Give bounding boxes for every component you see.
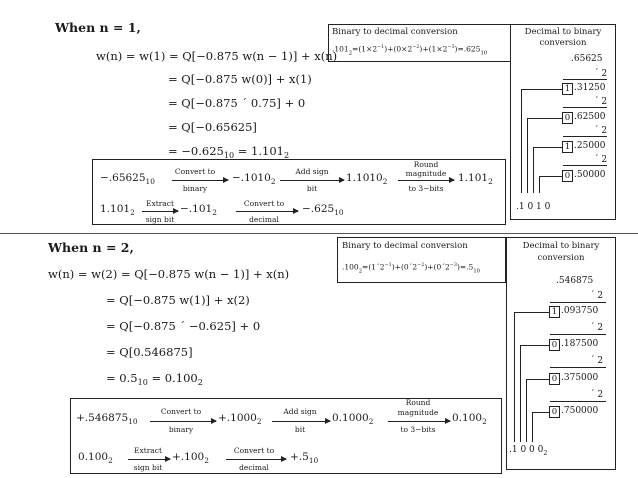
value: −.625 bbox=[302, 203, 335, 215]
flow-label: Add sign bbox=[283, 407, 317, 416]
binary-digit: 1 bbox=[549, 306, 560, 318]
result-decimal: = 0.5 bbox=[106, 371, 138, 385]
flow-label: bit bbox=[306, 184, 318, 193]
subscript: 2 bbox=[270, 177, 276, 186]
binary-digit: 0 bbox=[562, 112, 573, 124]
flow-value bbox=[302, 203, 344, 217]
box-title: Binary to decimal conversion bbox=[342, 241, 468, 251]
term: =(1´2 bbox=[362, 262, 385, 272]
flow-arrow bbox=[398, 180, 454, 181]
term: =(1×2 bbox=[352, 44, 378, 54]
flow-value bbox=[100, 203, 135, 217]
flow-value bbox=[180, 203, 217, 217]
subscript: 2 bbox=[488, 177, 493, 186]
subscript: 2 bbox=[382, 177, 388, 186]
flow-arrow bbox=[280, 180, 344, 181]
multiply-by-two: ´ 2 bbox=[594, 97, 608, 107]
start-fraction: .65625 bbox=[571, 54, 603, 64]
fraction-value: .31250 bbox=[574, 83, 606, 93]
divider-line bbox=[550, 367, 606, 368]
term: )+(0´2 bbox=[424, 262, 450, 272]
expr: .101 bbox=[332, 44, 349, 54]
subscript: 10 bbox=[334, 208, 344, 217]
subscript: 10 bbox=[308, 456, 319, 465]
equation-line-result bbox=[106, 371, 203, 387]
divider-line bbox=[550, 302, 606, 303]
term: )=.5 bbox=[456, 262, 474, 272]
value: +.546875 bbox=[76, 412, 129, 424]
fraction-value: .375000 bbox=[561, 373, 599, 383]
subscript: 2 bbox=[348, 50, 353, 57]
binary-digit: 0 bbox=[549, 373, 560, 385]
result-decimal: = −0.625 bbox=[168, 144, 224, 158]
leader-line bbox=[520, 345, 521, 442]
flow-label: Convert to bbox=[233, 446, 275, 455]
leader-line bbox=[526, 379, 549, 380]
flow-arrow bbox=[150, 421, 216, 422]
divider-line bbox=[563, 79, 607, 80]
fraction-value: .093750 bbox=[561, 306, 599, 316]
binary-digit: 0 bbox=[549, 406, 560, 418]
value: +.1000 bbox=[218, 412, 257, 424]
flow-arrow bbox=[128, 459, 170, 460]
box-title-line2: conversion bbox=[537, 253, 585, 263]
flow-arrow bbox=[172, 180, 228, 181]
leader-line bbox=[527, 118, 562, 119]
flow-value bbox=[78, 451, 113, 465]
divider-line bbox=[550, 401, 606, 402]
box-title: Decimal to binary bbox=[524, 27, 602, 37]
binary-digit: 1 bbox=[562, 83, 573, 95]
subscript: 2 bbox=[358, 268, 363, 275]
value: .1 0 0 0 bbox=[509, 445, 544, 455]
binary-digit: 0 bbox=[562, 170, 573, 182]
flow-label: Round bbox=[405, 398, 431, 407]
box-title: Decimal to binary bbox=[522, 241, 600, 251]
term: )+(1×2 bbox=[419, 44, 448, 54]
exponent: −2 bbox=[417, 262, 425, 268]
leader-line bbox=[526, 379, 527, 442]
fraction-value: .25000 bbox=[574, 141, 606, 151]
flow-arrow bbox=[142, 211, 178, 212]
box-title: Binary to decimal conversion bbox=[332, 27, 458, 37]
binary-to-decimal-box bbox=[328, 24, 511, 62]
leader-line bbox=[514, 312, 549, 313]
subscript: 2 bbox=[197, 378, 203, 387]
flow-label: binary bbox=[182, 184, 208, 193]
flow-arrow bbox=[388, 421, 450, 422]
flow-label: Extract bbox=[146, 199, 174, 208]
subscript: 2 bbox=[108, 456, 113, 465]
subscript: 2 bbox=[283, 151, 290, 160]
leader-line bbox=[533, 147, 534, 193]
flow-label: Convert to bbox=[243, 199, 285, 208]
subscript: 10 bbox=[223, 151, 235, 160]
binary-result bbox=[509, 445, 547, 457]
term: )+(0×2 bbox=[384, 44, 413, 54]
divider-line bbox=[563, 165, 607, 166]
leader-line bbox=[539, 176, 562, 177]
leader-line bbox=[532, 412, 549, 413]
equation-line: w(n) = w(1) = Q[−0.875 w(n − 1)] + x(n) bbox=[96, 49, 338, 63]
equation-line: = Q[−0.875 ´ 0.75] + 0 bbox=[168, 96, 306, 110]
equation-line: = Q[−0.875 w(0)] + x(1) bbox=[168, 72, 312, 86]
value: +.100 bbox=[172, 451, 205, 463]
value: 0.100 bbox=[78, 451, 109, 463]
flow-arrow bbox=[236, 211, 298, 212]
flow-label: magnitude bbox=[405, 169, 447, 178]
leader-line bbox=[520, 345, 549, 346]
flow-label: binary bbox=[168, 425, 194, 434]
subscript: 10 bbox=[128, 417, 138, 426]
flow-label: sign bit bbox=[133, 463, 163, 472]
term: )+(0´2 bbox=[391, 262, 418, 272]
flow-value bbox=[76, 412, 138, 426]
exponent: −2 bbox=[412, 44, 420, 50]
value: −.101 bbox=[180, 203, 213, 215]
equation-line: = Q[0.546875] bbox=[106, 345, 193, 359]
value: 0.100 bbox=[452, 412, 483, 424]
subscript: 2 bbox=[256, 417, 262, 426]
flow-label: decimal bbox=[239, 463, 269, 472]
term: )=.625 bbox=[454, 44, 481, 54]
value: 1.1010 bbox=[346, 172, 383, 184]
flow-value bbox=[100, 172, 155, 186]
value: −.1010 bbox=[232, 172, 271, 184]
value: 1.101 bbox=[458, 172, 489, 184]
flow-label: Convert to bbox=[160, 407, 202, 416]
subscript: 10 bbox=[145, 177, 155, 186]
leader-line bbox=[533, 147, 562, 148]
subscript: 2 bbox=[204, 456, 209, 465]
leader-line bbox=[539, 176, 540, 193]
flow-label: magnitude bbox=[397, 408, 439, 417]
exponent: −1 bbox=[377, 44, 385, 50]
divider-line bbox=[563, 136, 607, 137]
heading-n2: When n = 2, bbox=[48, 240, 134, 255]
subscript: 2 bbox=[212, 208, 217, 217]
subscript: 2 bbox=[130, 208, 135, 217]
flow-value bbox=[172, 451, 209, 465]
multiply-by-two: ´ 2 bbox=[594, 126, 608, 136]
start-fraction: .546875 bbox=[556, 276, 594, 286]
value: 0.1000 bbox=[332, 412, 369, 424]
flow-label: decimal bbox=[249, 215, 279, 224]
subscript: 10 bbox=[137, 378, 148, 387]
heading-n1: When n = 1, bbox=[55, 20, 141, 35]
flow-label: to 3−bits bbox=[408, 184, 444, 193]
binary-digit: 1 bbox=[562, 141, 573, 153]
subscript: 2 bbox=[543, 450, 548, 457]
multiply-by-two: ´ 2 bbox=[590, 356, 604, 366]
multiply-by-two: ´ 2 bbox=[590, 291, 604, 301]
equation-line: = Q[−0.875 ´ −0.625] + 0 bbox=[106, 319, 261, 333]
leader-line bbox=[521, 89, 522, 193]
equation-line-result bbox=[168, 144, 289, 160]
flow-label: Convert to bbox=[174, 167, 216, 176]
flow-label: to 3−bits bbox=[400, 425, 436, 434]
multiply-by-two: ´ 2 bbox=[594, 155, 608, 165]
flow-arrow bbox=[272, 421, 330, 422]
exponent: −3 bbox=[449, 262, 457, 268]
box-title-line2: conversion bbox=[539, 38, 587, 48]
binary-result: .1 0 1 0 bbox=[516, 202, 551, 212]
conversion-expression bbox=[342, 262, 480, 275]
binary-digit: 0 bbox=[549, 339, 560, 351]
binary-to-decimal-box bbox=[337, 237, 506, 283]
exponent: −3 bbox=[447, 44, 455, 50]
leader-line bbox=[532, 412, 533, 442]
equation-line: w(n) = w(2) = Q[−0.875 w(n − 1)] + x(n) bbox=[48, 267, 290, 281]
flow-value bbox=[290, 451, 318, 465]
exponent: −1 bbox=[384, 262, 392, 268]
multiply-by-two: ´ 2 bbox=[590, 323, 604, 333]
fraction-value: .750000 bbox=[561, 406, 599, 416]
result-binary: = 1.101 bbox=[237, 144, 284, 158]
flow-value bbox=[332, 412, 373, 426]
flow-value bbox=[218, 412, 262, 426]
flow-label: Extract bbox=[134, 446, 162, 455]
flow-label: bit bbox=[294, 425, 306, 434]
flow-label: Add sign bbox=[295, 167, 329, 176]
section-divider bbox=[0, 233, 638, 234]
equation-line: = Q[−0.65625] bbox=[168, 120, 257, 134]
divider-line bbox=[550, 334, 606, 335]
decimal-to-binary-box bbox=[506, 237, 616, 470]
fraction-value: .62500 bbox=[574, 112, 606, 122]
flow-value bbox=[458, 172, 493, 186]
value: +.5 bbox=[290, 451, 309, 463]
subscript: 2 bbox=[482, 417, 487, 426]
subscript: 2 bbox=[368, 417, 374, 426]
flow-value bbox=[346, 172, 387, 186]
leader-line bbox=[514, 312, 515, 442]
multiply-by-two: ´ 2 bbox=[590, 390, 604, 400]
flow-value bbox=[232, 172, 276, 186]
value: 1.101 bbox=[100, 203, 131, 215]
leader-line bbox=[527, 118, 528, 193]
result-binary: = 0.100 bbox=[151, 371, 198, 385]
conversion-expression bbox=[332, 44, 487, 57]
subscript: 10 bbox=[473, 268, 481, 275]
leader-line bbox=[521, 89, 562, 90]
value: −.65625 bbox=[100, 172, 146, 184]
flow-label: Round bbox=[413, 160, 439, 169]
flow-value bbox=[452, 412, 487, 426]
fraction-value: .50000 bbox=[574, 170, 606, 180]
divider-line bbox=[563, 107, 607, 108]
equation-line: = Q[−0.875 w(1)] + x(2) bbox=[106, 293, 250, 307]
fraction-value: .187500 bbox=[561, 339, 599, 349]
subscript: 10 bbox=[480, 50, 488, 57]
expr: .100 bbox=[342, 262, 359, 272]
multiply-by-two: ´ 2 bbox=[594, 69, 608, 79]
flow-label: sign bit bbox=[145, 215, 175, 224]
flow-arrow bbox=[226, 459, 286, 460]
